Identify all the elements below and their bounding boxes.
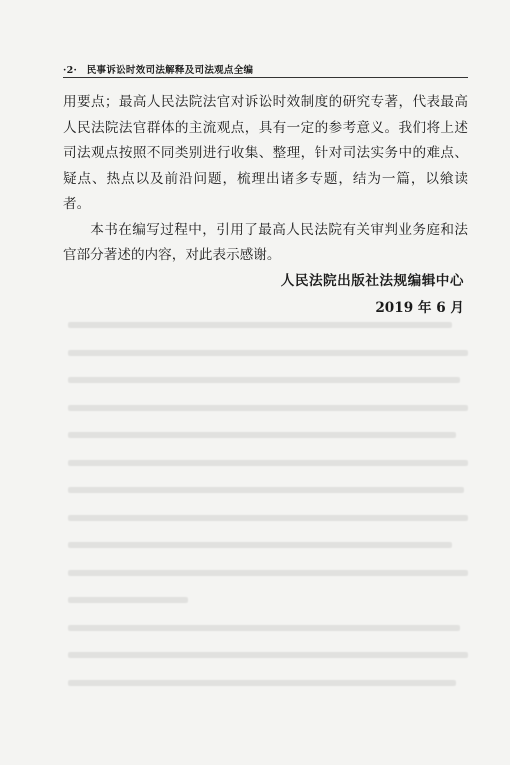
page-number: ·2· xyxy=(63,65,78,76)
header-rule xyxy=(63,77,468,78)
body-text xyxy=(63,90,468,269)
signature-organization: 人民法院出版社法规编辑中心 xyxy=(280,273,464,289)
paragraph-1: 用要点；最高人民法院法官对诉讼时效制度的研究专著，代表最高人民法院法官群体的主流观点，具有一定的参考意义。我们将上述司法观点按照不同类别进行收集、整理，针对司法实务中的难点、疑点、热点以及前沿问题，梳理出诸多专题，结为一篇，以飨读者。 xyxy=(63,94,468,212)
book-title: 民事诉讼时效司法解释及司法观点全编 xyxy=(86,65,254,76)
signature-date: 2019 年 6 月 xyxy=(375,300,464,316)
signature-block xyxy=(281,268,464,322)
running-header xyxy=(63,62,463,76)
paragraph-2: 本书在编写过程中，引用了最高人民法院有关审判业务庭和法官部分著述的内容，对此表示感谢。 xyxy=(63,221,468,263)
bleed-through-text xyxy=(68,322,468,722)
